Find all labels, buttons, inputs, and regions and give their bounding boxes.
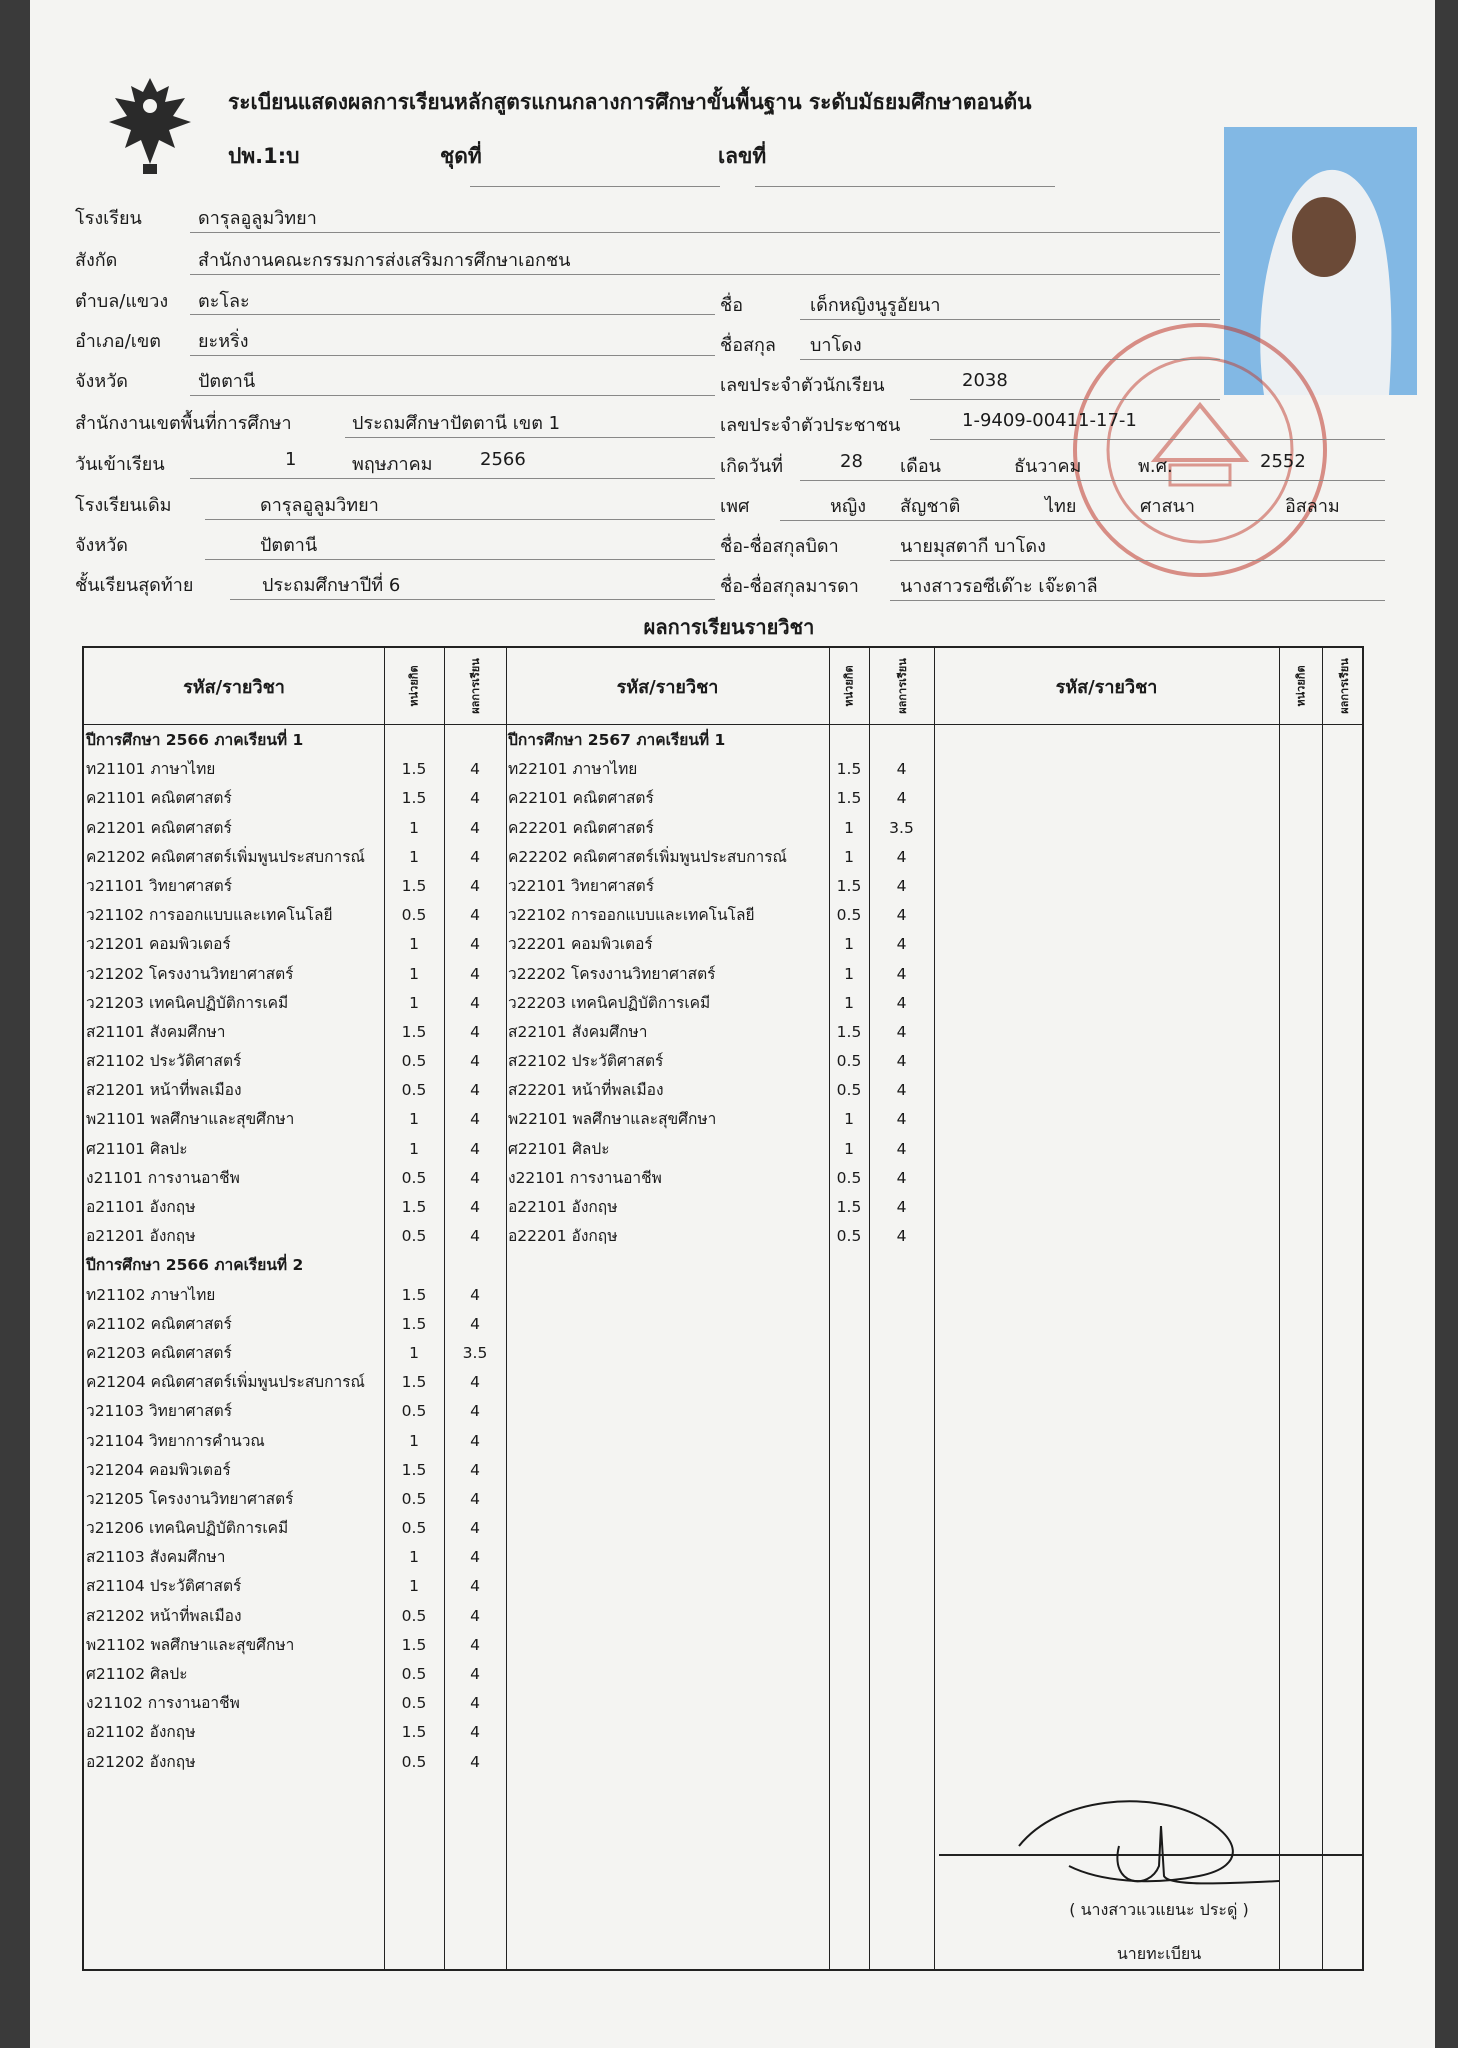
credit-value: 1.5 xyxy=(836,1198,862,1216)
col-subject-header: รหัส/รายวิชา xyxy=(183,676,285,698)
grade-value: 4 xyxy=(470,1489,480,1508)
grade-value: 3.5 xyxy=(462,1343,488,1362)
results-table xyxy=(82,646,1364,1971)
grade-value: 4 xyxy=(470,906,480,925)
subject-row xyxy=(86,1135,506,1164)
subject-row xyxy=(86,1047,506,1076)
credit-value: 1 xyxy=(409,1431,419,1450)
subject-name: ว22101 วิทยาศาสตร์ xyxy=(508,876,655,895)
term-label: ปีการศึกษา 2567 ภาคเรียนที่ 1 xyxy=(508,731,726,749)
col-credit-header: หน่วยกิต xyxy=(407,665,421,707)
affiliation-value: สำนักงานคณะกรรมการส่งเสริมการศึกษาเอกชน xyxy=(198,250,571,271)
credit-value: 0.5 xyxy=(401,1052,427,1071)
credit-value: 1.5 xyxy=(401,1460,427,1479)
subject-name: ศ21102 ศิลปะ xyxy=(86,1665,188,1683)
subject-name: ว21103 วิทยาศาสตร์ xyxy=(86,1402,233,1421)
subject-name: ค21102 คณิตศาสตร์ xyxy=(86,1314,232,1333)
grade-value: 4 xyxy=(470,1723,480,1742)
subject-name: ส22102 ประวัติศาสตร์ xyxy=(508,1052,664,1071)
registrar-signature-block xyxy=(939,1854,1364,1974)
subject-row xyxy=(86,989,506,1018)
subject-row xyxy=(86,1631,506,1660)
grade-value: 4 xyxy=(470,1314,480,1333)
birth-month-label: เดือน xyxy=(900,456,941,477)
credit-value: 1 xyxy=(844,964,854,983)
subject-row xyxy=(508,1105,934,1134)
col-grade-header: ผลการเรียน xyxy=(468,658,482,714)
subject-name: ศ22101 ศิลปะ xyxy=(508,1139,610,1158)
registrar-role: นายทะเบียน xyxy=(1116,1944,1202,1963)
subject-name: ค21204 คณิตศาสตร์เพิ่มพูนประสบการณ์ xyxy=(86,1373,365,1392)
subject-row xyxy=(86,1514,506,1543)
credit-value: 1 xyxy=(844,993,854,1012)
col-credit-header-2: หน่วยกิต xyxy=(843,665,857,707)
subject-row xyxy=(86,1222,506,1251)
grade-value: 4 xyxy=(470,1548,480,1567)
credit-value: 1.5 xyxy=(401,1314,427,1333)
grade-value: 4 xyxy=(896,876,907,895)
credit-value: 0.5 xyxy=(836,1168,862,1187)
subject-row xyxy=(86,814,506,843)
subject-row xyxy=(508,1076,934,1105)
subject-name: ว21202 โครงงานวิทยาศาสตร์ xyxy=(86,964,294,983)
term-heading xyxy=(86,1251,506,1280)
grade-value: 4 xyxy=(470,993,480,1012)
subject-name: ง21101 การงานอาชีพ xyxy=(86,1168,240,1187)
subject-row xyxy=(508,872,934,901)
subject-row xyxy=(508,755,934,784)
grade-value: 4 xyxy=(470,1402,480,1421)
results-column-2 xyxy=(508,726,934,1251)
student-id-value: 2038 xyxy=(962,370,1008,391)
mother-value: นางสาวรอซีเด๊าะ เจ๊ะดาลี xyxy=(900,576,1098,597)
term-label: ปีการศึกษา 2566 ภาคเรียนที่ 1 xyxy=(86,731,304,749)
subject-name: ว21104 วิทยาการคำนวณ xyxy=(86,1431,265,1450)
credit-value: 1 xyxy=(409,964,419,983)
grade-value: 4 xyxy=(470,1285,480,1304)
name-label: ชื่อ xyxy=(720,295,744,316)
grade-value: 4 xyxy=(896,993,907,1012)
grade-value: 4 xyxy=(896,906,907,925)
results-column-1 xyxy=(86,726,506,1777)
number-label: เลขที่ xyxy=(718,144,767,168)
grade-value: 4 xyxy=(470,1460,480,1479)
grade-value: 4 xyxy=(896,964,907,983)
subject-row xyxy=(86,1748,506,1777)
set-label: ชุดที่ xyxy=(440,144,482,168)
subject-name: ส21102 ประวัติศาสตร์ xyxy=(86,1052,242,1071)
grade-value: 4 xyxy=(896,1139,907,1158)
subject-name: พ22101 พลศึกษาและสุขศึกษา xyxy=(508,1110,717,1129)
prev-province-value: ปัตตานี xyxy=(260,535,318,556)
credit-value: 1 xyxy=(409,818,419,837)
grade-value: 4 xyxy=(896,760,907,779)
grade-value: 4 xyxy=(470,1373,480,1392)
subject-name: ว22202 โครงงานวิทยาศาสตร์ xyxy=(508,964,716,983)
credit-value: 0.5 xyxy=(401,1519,427,1538)
nationality-value: ไทย xyxy=(1045,496,1077,517)
credit-value: 1.5 xyxy=(401,1022,427,1041)
province-value: ปัตตานี xyxy=(198,371,256,392)
area-office-label: สำนักงานเขตพื้นที่การศึกษา xyxy=(75,413,292,434)
subject-row xyxy=(86,1310,506,1339)
subject-name: ว22102 การออกแบบและเทคโนโลยี xyxy=(508,906,755,925)
birth-year-label: พ.ศ. xyxy=(1138,456,1173,477)
grade-value: 4 xyxy=(470,1139,480,1158)
subject-name: ว22201 คอมพิวเตอร์ xyxy=(508,935,653,954)
area-office-value: ประถมศึกษาปัตตานี เขต 1 xyxy=(352,413,561,434)
subject-row xyxy=(508,1164,934,1193)
grade-value: 4 xyxy=(470,1110,480,1129)
subject-row xyxy=(86,901,506,930)
subject-row xyxy=(86,1543,506,1572)
subject-name: ว21205 โครงงานวิทยาศาสตร์ xyxy=(86,1489,294,1508)
birth-year-value: 2552 xyxy=(1260,451,1306,472)
subject-name: ส21101 สังคมศึกษา xyxy=(86,1022,226,1041)
credit-value: 0.5 xyxy=(401,1665,427,1683)
col-grade-header-3: ผลการเรียน xyxy=(1338,658,1352,714)
subject-name: ง22101 การงานอาชีพ xyxy=(508,1168,662,1187)
grade-value: 4 xyxy=(896,1022,907,1041)
grade-value: 4 xyxy=(470,1694,480,1713)
subject-name: ค22101 คณิตศาสตร์ xyxy=(508,789,654,808)
grade-value: 4 xyxy=(470,1198,480,1216)
subject-row xyxy=(508,843,934,872)
grade-value: 4 xyxy=(896,1052,907,1071)
credit-value: 1 xyxy=(409,935,419,954)
father-label: ชื่อ-ชื่อสกุลบิดา xyxy=(720,536,839,557)
credit-value: 0.5 xyxy=(401,1168,427,1187)
subject-name: ค22201 คณิตศาสตร์ xyxy=(508,818,654,837)
grade-value: 4 xyxy=(470,876,480,895)
grade-value: 4 xyxy=(470,1635,480,1654)
grade-value: 4 xyxy=(470,1519,480,1538)
subject-row xyxy=(86,843,506,872)
surname-label: ชื่อสกุล xyxy=(720,335,776,356)
credit-value: 1 xyxy=(409,1139,419,1158)
credit-value: 0.5 xyxy=(401,1752,427,1771)
credit-value: 1.5 xyxy=(401,789,427,808)
subject-row xyxy=(508,1135,934,1164)
subject-name: ส21103 สังคมศึกษา xyxy=(86,1548,226,1567)
subject-row xyxy=(86,784,506,813)
credit-value: 1 xyxy=(844,818,854,837)
credit-value: 1.5 xyxy=(401,876,427,895)
col-credit-header-3: หน่วยกิต xyxy=(1294,665,1308,707)
subject-name: อ21102 อังกฤษ xyxy=(86,1723,196,1742)
subject-row xyxy=(86,1339,506,1368)
credit-value: 1 xyxy=(844,1139,854,1158)
subject-name: ค21101 คณิตศาสตร์ xyxy=(86,789,232,808)
grade-value: 3.5 xyxy=(889,818,914,837)
form-title: ระเบียนแสดงผลการเรียนหลักสูตรแกนกลางการศึกษาขั้นพื้นฐาน ระดับมัธยมศึกษาตอนต้น xyxy=(228,90,1032,114)
credit-value: 1.5 xyxy=(401,1285,427,1304)
term-label: ปีการศึกษา 2566 ภาคเรียนที่ 2 xyxy=(86,1256,304,1275)
birth-month-value: ธันวาคม xyxy=(1014,456,1082,477)
credit-value: 1.5 xyxy=(836,789,862,808)
credit-value: 1 xyxy=(409,847,419,866)
subject-row xyxy=(508,1193,934,1222)
subdistrict-label: ตำบล/แขวง xyxy=(75,291,169,312)
credit-value: 1.5 xyxy=(401,1635,427,1654)
credit-value: 0.5 xyxy=(836,906,862,925)
credit-value: 0.5 xyxy=(401,906,427,925)
subject-row xyxy=(86,1689,506,1718)
grade-value: 4 xyxy=(896,1198,907,1216)
grade-value: 4 xyxy=(896,847,907,866)
subject-name: ส21104 ประวัติศาสตร์ xyxy=(86,1577,242,1596)
subject-name: ค21202 คณิตศาสตร์เพิ่มพูนประสบการณ์ xyxy=(86,847,365,866)
subject-name: พ21102 พลศึกษาและสุขศึกษา xyxy=(86,1635,295,1654)
subject-row xyxy=(86,872,506,901)
subject-name: อ22201 อังกฤษ xyxy=(508,1227,618,1246)
subject-row xyxy=(86,1456,506,1485)
subject-name: ส22201 หน้าที่พลเมือง xyxy=(508,1081,664,1100)
subject-name: ค22202 คณิตศาสตร์เพิ่มพูนประสบการณ์ xyxy=(508,847,787,866)
subject-row xyxy=(86,1105,506,1134)
grade-value: 4 xyxy=(896,1227,907,1246)
credit-value: 0.5 xyxy=(401,1227,427,1246)
nationality-label: สัญชาติ xyxy=(900,496,961,517)
grade-value: 4 xyxy=(470,847,480,866)
credit-value: 1 xyxy=(409,1110,419,1129)
subject-row xyxy=(86,1660,506,1689)
credit-value: 1 xyxy=(844,1110,854,1129)
col-subject-header-2: รหัส/รายวิชา xyxy=(616,676,719,698)
grade-value: 4 xyxy=(470,964,480,983)
subject-row xyxy=(86,1427,506,1456)
credit-value: 1 xyxy=(844,935,854,954)
subdistrict-value: ตะโละ xyxy=(198,291,250,312)
subject-name: ง21102 การงานอาชีพ xyxy=(86,1694,240,1713)
grade-value: 4 xyxy=(896,935,907,954)
subject-name: ส21201 หน้าที่พลเมือง xyxy=(86,1081,242,1100)
grade-value: 4 xyxy=(470,1431,480,1450)
subject-row xyxy=(508,1222,934,1251)
affiliation-label: สังกัด xyxy=(75,250,118,271)
subject-row xyxy=(508,960,934,989)
subject-row xyxy=(508,1047,934,1076)
garuda-emblem-icon xyxy=(105,72,195,177)
results-section-title: ผลการเรียนรายวิชา xyxy=(643,615,815,639)
district-label: อำเภอ/เขต xyxy=(75,331,161,352)
subject-row xyxy=(86,1164,506,1193)
credit-value: 1 xyxy=(409,1548,419,1567)
enroll-day: 1 xyxy=(285,449,297,470)
grade-value: 4 xyxy=(470,1577,480,1596)
last-grade-label: ชั้นเรียนสุดท้าย xyxy=(75,575,194,596)
credit-value: 1 xyxy=(844,847,854,866)
subject-row xyxy=(508,784,934,813)
subject-name: อ21201 อังกฤษ xyxy=(86,1227,196,1246)
enroll-year: 2566 xyxy=(480,449,526,470)
grade-value: 4 xyxy=(470,1052,480,1071)
grade-value: 4 xyxy=(470,1606,480,1625)
subject-row xyxy=(86,1076,506,1105)
subject-row xyxy=(508,901,934,930)
subject-name: ว21101 วิทยาศาสตร์ xyxy=(86,876,233,895)
grade-value: 4 xyxy=(470,1227,480,1246)
form-code: ปพ.1:บ xyxy=(228,144,300,168)
grade-value: 4 xyxy=(896,1081,907,1100)
school-label: โรงเรียน xyxy=(75,208,142,229)
surname-value: บาโดง xyxy=(810,335,862,356)
enroll-month: พฤษภาคม xyxy=(352,454,433,475)
credit-value: 1.5 xyxy=(836,760,862,779)
grade-value: 4 xyxy=(470,789,480,808)
religion-value: อิสลาม xyxy=(1285,496,1340,517)
last-grade-value: ประถมศึกษาปีที่ 6 xyxy=(262,575,401,596)
school-value: ดารุลอูลูมวิทยา xyxy=(198,208,317,229)
credit-value: 0.5 xyxy=(401,1402,427,1421)
sex-label: เพศ xyxy=(720,496,750,517)
prev-school-label: โรงเรียนเดิม xyxy=(75,495,172,516)
grade-value: 4 xyxy=(896,1110,907,1129)
subject-row xyxy=(86,1602,506,1631)
credit-value: 1 xyxy=(409,1343,419,1362)
mother-label: ชื่อ-ชื่อสกุลมารดา xyxy=(720,576,859,597)
credit-value: 0.5 xyxy=(401,1081,427,1100)
subject-row xyxy=(86,1397,506,1426)
subject-name: ว21206 เทคนิคปฏิบัติการเคมี xyxy=(86,1519,289,1538)
citizen-id-label: เลขประจำตัวประชาชน xyxy=(720,415,901,436)
father-value: นายมุสตากี บาโดง xyxy=(900,536,1046,557)
subject-row xyxy=(86,960,506,989)
subject-name: อ21202 อังกฤษ xyxy=(86,1752,196,1771)
subject-row xyxy=(86,1368,506,1397)
subject-row xyxy=(508,989,934,1018)
subject-name: พ21101 พลศึกษาและสุขศึกษา xyxy=(86,1110,295,1129)
signature-mark xyxy=(999,1786,1299,1896)
name-value: เด็กหญิงนูรูอัยนา xyxy=(810,295,941,316)
birth-day-label: เกิดวันที่ xyxy=(720,456,784,477)
credit-value: 1.5 xyxy=(836,1022,862,1041)
subject-name: ว21102 การออกแบบและเทคโนโลยี xyxy=(86,906,333,925)
subject-row xyxy=(86,1018,506,1047)
subject-name: ท21101 ภาษาไทย xyxy=(86,760,216,779)
grade-value: 4 xyxy=(470,818,480,837)
col-subject-header-3: รหัส/รายวิชา xyxy=(1055,676,1158,698)
grade-value: 4 xyxy=(470,1022,480,1041)
term-heading xyxy=(508,726,934,755)
credit-value: 1.5 xyxy=(401,1373,427,1392)
credit-value: 1.5 xyxy=(836,876,862,895)
prev-province-label: จังหวัด xyxy=(75,535,128,556)
grade-value: 4 xyxy=(470,1665,480,1683)
district-value: ยะหริ่ง xyxy=(198,331,249,352)
subject-row xyxy=(86,930,506,959)
subject-row xyxy=(508,814,934,843)
credit-value: 0.5 xyxy=(836,1081,862,1100)
registrar-name: ( นางสาวแวแยนะ ประดู่ ) xyxy=(1069,1900,1249,1919)
grade-value: 4 xyxy=(470,760,480,779)
subject-name: อ22101 อังกฤษ xyxy=(508,1198,618,1216)
subject-row xyxy=(508,930,934,959)
credit-value: 0.5 xyxy=(836,1227,862,1246)
credit-value: 1 xyxy=(409,993,419,1012)
credit-value: 0.5 xyxy=(401,1606,427,1625)
grade-value: 4 xyxy=(896,1168,907,1187)
subject-name: ศ21101 ศิลปะ xyxy=(86,1139,188,1158)
subject-name: ว21201 คอมพิวเตอร์ xyxy=(86,935,231,954)
credit-value: 1.5 xyxy=(401,760,427,779)
citizen-id-value: 1-9409-00411-17-1 xyxy=(962,410,1137,431)
religion-label: ศาสนา xyxy=(1140,496,1195,517)
credit-value: 1.5 xyxy=(401,1723,427,1742)
subject-name: ค21201 คณิตศาสตร์ xyxy=(86,818,232,837)
credit-value: 1.5 xyxy=(401,1198,427,1216)
subject-name: ว22203 เทคนิคปฏิบัติการเคมี xyxy=(508,993,711,1012)
prev-school-value: ดารุลอูลูมวิทยา xyxy=(260,495,379,516)
student-id-label: เลขประจำตัวนักเรียน xyxy=(720,375,885,396)
subject-row xyxy=(86,755,506,784)
subject-name: ค21203 คณิตศาสตร์ xyxy=(86,1343,232,1362)
term-heading xyxy=(86,726,506,755)
subject-name: อ21101 อังกฤษ xyxy=(86,1198,196,1216)
grade-value: 4 xyxy=(470,1752,480,1771)
grade-value: 4 xyxy=(896,789,907,808)
province-label: จังหวัด xyxy=(75,371,128,392)
subject-name: ท21102 ภาษาไทย xyxy=(86,1285,216,1304)
subject-row xyxy=(86,1281,506,1310)
enroll-label: วันเข้าเรียน xyxy=(75,454,165,475)
subject-row xyxy=(86,1485,506,1514)
grade-value: 4 xyxy=(470,1081,480,1100)
subject-row xyxy=(86,1718,506,1747)
subject-row xyxy=(508,1018,934,1047)
grade-value: 4 xyxy=(470,935,480,954)
subject-name: ว21204 คอมพิวเตอร์ xyxy=(86,1460,231,1479)
subject-name: ว21203 เทคนิคปฏิบัติการเคมี xyxy=(86,993,289,1012)
grade-value: 4 xyxy=(470,1168,480,1187)
subject-row xyxy=(86,1572,506,1601)
sex-value: หญิง xyxy=(830,496,866,517)
birth-day-value: 28 xyxy=(840,451,863,472)
credit-value: 1 xyxy=(409,1577,419,1596)
subject-name: ท22101 ภาษาไทย xyxy=(508,760,638,779)
credit-value: 0.5 xyxy=(401,1489,427,1508)
subject-name: ส21202 หน้าที่พลเมือง xyxy=(86,1606,242,1625)
col-grade-header-2: ผลการเรียน xyxy=(895,658,909,714)
subject-name: ส22101 สังคมศึกษา xyxy=(508,1022,648,1041)
subject-row xyxy=(86,1193,506,1222)
credit-value: 0.5 xyxy=(836,1052,862,1071)
credit-value: 0.5 xyxy=(401,1694,427,1713)
